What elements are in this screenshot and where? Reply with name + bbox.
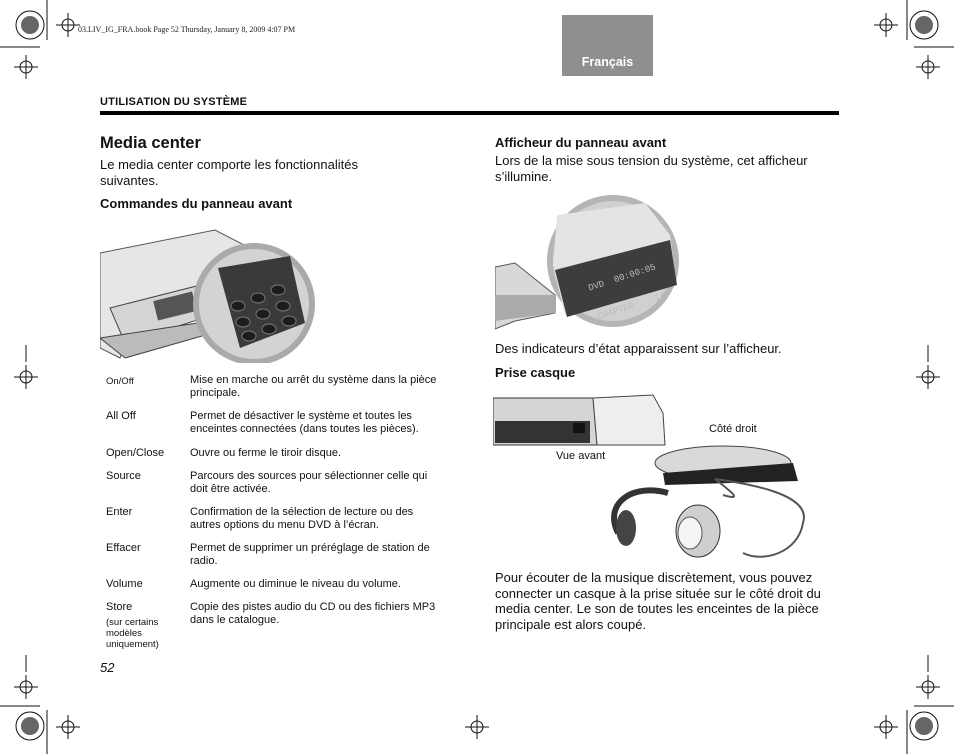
display-intro: Lors de la mise sous tension du système, cet afficheur s’illumine. <box>495 153 808 184</box>
control-desc-on-off: Mise en marche ou arrêt du système dans la pièce principale. <box>190 374 437 399</box>
status-text: Des indicateurs d’état apparaissent sur l’afficheur. <box>495 341 782 356</box>
front-display-illustration <box>495 195 685 330</box>
section-title: UTILISATION DU SYSTÈME <box>100 96 248 108</box>
language-tab <box>562 15 653 76</box>
display-readout-line1: DVD 00:00:05 <box>587 262 658 294</box>
page-number: 52 <box>100 660 115 675</box>
control-name-source: Source <box>106 470 141 482</box>
headphone-subheading: Prise casque <box>495 365 576 380</box>
print-slug: 03.LIV_IG_FRA.book Page 52 Thursday, January 8, 2009 4:07 PM <box>78 25 296 34</box>
control-name-open-close: Open/Close <box>106 447 165 459</box>
control-desc-source: Parcours des sources pour sélectionner celle qui doit être activée. <box>190 470 428 495</box>
control-desc-open-close: Ouvre ou ferme le tiroir disque. <box>190 447 342 459</box>
control-desc-all-off: Permet de désactiver le système et toutes les enceintes connectées (dans toutes les pièces). <box>190 410 419 435</box>
control-name-enter: Enter <box>106 506 133 518</box>
display-readout-line2: CHAPTER 1/7 <box>596 289 672 323</box>
control-name-effacer: Effacer <box>106 542 141 554</box>
intro-text: Le media center comporte les fonctionnalités suivantes. <box>100 157 358 188</box>
control-name-store: Store <box>106 601 133 613</box>
control-desc-effacer: Permet de supprimer un préréglage de station de radio. <box>190 542 430 567</box>
headphone-connection-illustration <box>493 393 813 563</box>
control-name-all-off: All Off <box>106 410 136 422</box>
control-desc-store: Copie des pistes audio du CD ou des fichiers MP3 dans le catalogue. <box>190 601 436 626</box>
page-heading: Media center <box>100 134 201 152</box>
header-rule <box>100 111 839 115</box>
controls-subheading: Commandes du panneau avant <box>100 196 293 211</box>
display-subheading: Afficheur du panneau avant <box>495 135 667 150</box>
control-name-volume: Volume <box>106 578 143 590</box>
front-panel-controls-illustration <box>100 218 320 363</box>
label-cote-droit: Côté droit <box>709 423 757 435</box>
control-desc-enter: Confirmation de la sélection de lecture ou des autres options du menu DVD à l’écran. <box>190 506 414 531</box>
control-note-store: (sur certains modèles uniquement) <box>106 617 159 650</box>
label-vue-avant: Vue avant <box>556 450 606 462</box>
control-desc-volume: Augmente ou diminue le niveau du volume. <box>190 578 401 590</box>
language-tab-label: Français <box>581 55 634 69</box>
headphone-text: Pour écouter de la musique discrètement, vous pouvez connecter un casque à la prise située sur le côté droit du media center. Le son de toutes les enceintes de la pièce principale est alors coupé. <box>495 570 821 632</box>
control-name-on-off: On/Off <box>106 376 134 387</box>
